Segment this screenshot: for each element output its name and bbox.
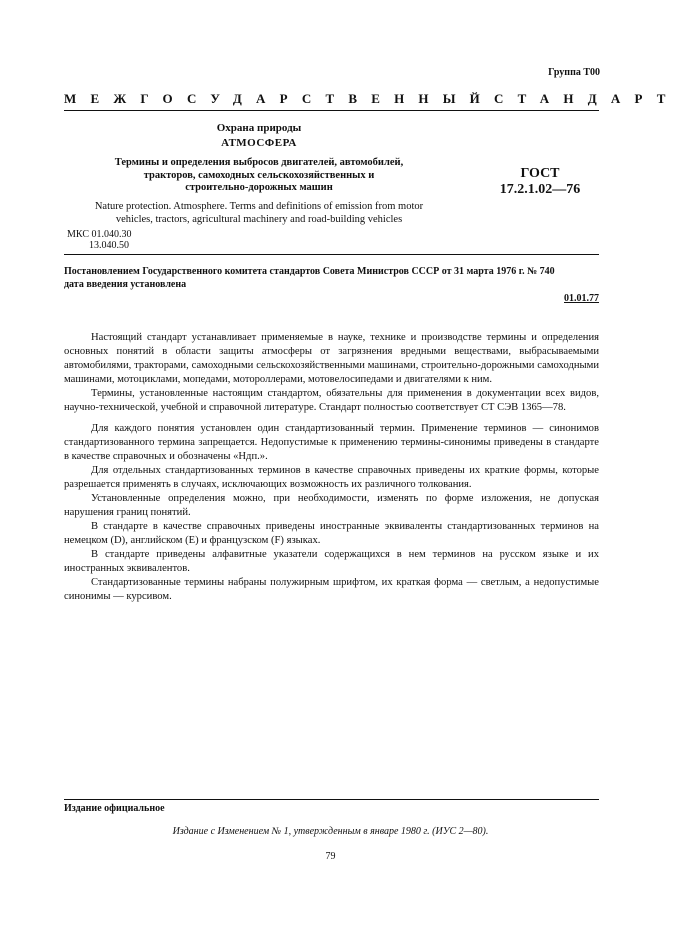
edition-note: Издание с Изменением № 1, утвержденным в январе 1980 г. (ИУС 2—80). bbox=[172, 826, 489, 837]
paragraph: Установленные определения можно, при необходимости, изменять по форме изложения, не допуская нарушения границ понятий. bbox=[64, 493, 599, 518]
banner-interstate: МЕЖГОСУДАРСТВЕННЫЙ bbox=[64, 91, 494, 106]
paragraph: Для отдельных стандартизованных терминов в качестве справочных приведены их краткие формы, которые разрешается применять в случаях, исключающих возможность их различного толкования. bbox=[64, 465, 599, 490]
mks-line: 13.040.50 bbox=[89, 240, 129, 251]
subject-title: АТМОСФЕРА bbox=[221, 137, 297, 149]
decree-block bbox=[64, 266, 599, 291]
decree-date-label: дата введения установлена bbox=[64, 278, 187, 290]
main-title-line: тракторов, самоходных сельскохозяйственных и bbox=[143, 169, 375, 181]
gost-label: ГОСТ bbox=[520, 166, 560, 181]
english-title-line: Nature protection. Atmosphere. Terms and definitions of emission from motor bbox=[94, 201, 424, 212]
header-rule bbox=[64, 110, 599, 111]
group-label: Группа Т00 bbox=[548, 67, 600, 78]
main-title bbox=[64, 157, 454, 195]
paragraph: В стандарте в качестве справочных приведены иностранные эквиваленты стандартизованных терминов на немецком (D), английском (Е) и французском (F) языках. bbox=[64, 521, 599, 546]
gost-designation bbox=[480, 166, 600, 198]
page-number: 79 bbox=[325, 851, 336, 862]
official-edition-label: Издание официальное bbox=[64, 803, 165, 814]
decree-text: Постановлением Государственного комитета стандартов Совета Министров СССР от 31 марта 1976 г. № 740 bbox=[64, 266, 555, 277]
footer-rule bbox=[64, 799, 599, 800]
mks-codes bbox=[67, 229, 131, 251]
paragraph: Для каждого понятия установлен один стандартизованный термин. Применение терминов — синонимов стандартизованного термина запрещается. Недопустимые к применению термины-синонимы приведены в стандарте в качестве справочных и обозначены «Ндп.». bbox=[64, 423, 599, 462]
title-block-rule bbox=[64, 254, 599, 255]
body-text bbox=[64, 331, 599, 604]
main-title-line: Термины и определения выбросов двигателей, автомобилей, bbox=[114, 157, 404, 168]
introduction-date: 01.01.77 bbox=[564, 293, 599, 304]
main-title-line: строительно-дорожных машин bbox=[185, 182, 333, 193]
paragraph: Стандартизованные термины набраны полужирным шрифтом, их краткая форма — светлым, а недопустимые синонимы — курсивом. bbox=[64, 577, 599, 602]
paragraph: В стандарте приведены алфавитные указатели содержащихся в нем терминов на русском языке и их иностранных эквивалентов. bbox=[64, 549, 599, 574]
english-title bbox=[64, 200, 454, 226]
mks-line: МКС 01.040.30 bbox=[67, 229, 132, 240]
banner-standard: СТАНДАРТ bbox=[494, 91, 680, 106]
gost-number: 17.2.1.02—76 bbox=[499, 182, 581, 197]
paragraph: Термины, установленные настоящим стандартом, обязательны для применения в документации всех видов, научно-технической, учебной и справочной литературе. Стандарт полностью соответствует СТ СЭВ 1365—78. bbox=[64, 388, 599, 413]
paragraph: Настоящий стандарт устанавливает применяемые в науке, технике и производстве термины и определения основных понятий в области защиты атмосферы от загрязнения вредными веществами, выбрасываемыми автомобилями, тракторами, самоходными сельскохозяйственными машинами, строительно-дорожными самоходными машинами, мотоциклами, мопедами, мотороллерами, мотовелосипедами и двигателями к ним. bbox=[64, 332, 599, 385]
category-title: Охрана природы bbox=[216, 122, 302, 134]
standard-banner bbox=[64, 91, 680, 107]
english-title-line: vehicles, tractors, agricultural machinery and road-building vehicles bbox=[115, 214, 403, 225]
